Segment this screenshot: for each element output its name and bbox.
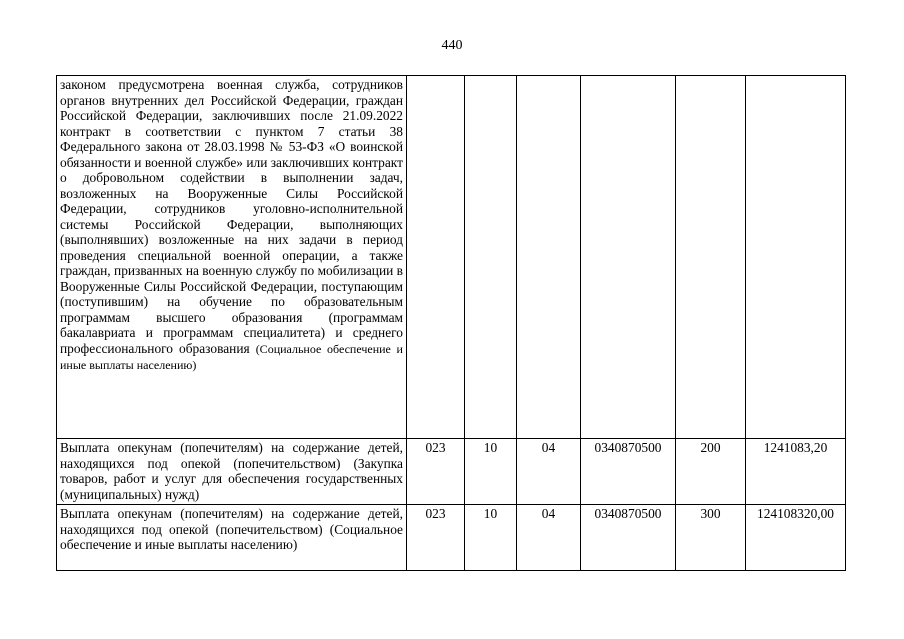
subsection-cell: 04 bbox=[517, 505, 581, 571]
table-row bbox=[57, 76, 846, 439]
row-description: законом предусмотрена военная служба, сотрудников органов внутренних дел Российской Федерации, граждан Российской Федерации, заключивших после 21.09.2022 контракт в соответствии с пунктом 7 статьи 38 Федерального закона от 28.03.1998 № 53-ФЗ «О воинской обязанности и военной службе» или заключивших контракт о добровольном содействии в выполнении задач, возложенных на Вооруженные Силы Российской Федерации, сотрудников уголовно-исполнительной системы Российской Федерации, выполняющих (выполнявших) возложенные на них задачи в период проведения специальной военной операции, а также граждан, призванных на военную службу по мобилизации в Вооруженные Силы Российской Федерации, поступающим (поступившим) на обучение по образовательным программам высшего образования (программам бакалавриата и программам специалитета) и среднего профессионального образования (Социальное обеспечение и иные выплаты населению) bbox=[57, 76, 407, 439]
expense-type-cell: 300 bbox=[676, 505, 746, 571]
subsection-cell: 04 bbox=[517, 439, 581, 505]
table-row bbox=[57, 505, 846, 571]
ministry-code-cell bbox=[407, 76, 465, 439]
target-article-cell: 0340870500 bbox=[581, 505, 676, 571]
row-description: Выплата опекунам (попечителям) на содержание детей, находящихся под опекой (попечительством) (Социальное обеспечение и иные выплаты населению) bbox=[57, 505, 407, 571]
target-article-cell: 0340870500 bbox=[581, 439, 676, 505]
amount-cell: 124108320,00 bbox=[746, 505, 846, 571]
amount-cell: 1241083,20 bbox=[746, 439, 846, 505]
page-number: 440 bbox=[441, 38, 463, 53]
section-cell: 10 bbox=[465, 505, 517, 571]
target-article-cell bbox=[581, 76, 676, 439]
table-row bbox=[57, 439, 846, 505]
row-description: Выплата опекунам (попечителям) на содержание детей, находящихся под опекой (попечительством) (Закупка товаров, работ и услуг для обеспечения государственных (муниципальных) нужд) bbox=[57, 439, 407, 505]
amount-cell bbox=[746, 76, 846, 439]
section-cell bbox=[465, 76, 517, 439]
expense-type-cell: 200 bbox=[676, 439, 746, 505]
ministry-code-cell: 023 bbox=[407, 505, 465, 571]
ministry-code-cell: 023 bbox=[407, 439, 465, 505]
subsection-cell bbox=[517, 76, 581, 439]
row-description-tail: (Социальное обеспечение и иные выплаты населению) bbox=[60, 341, 403, 372]
expense-type-cell bbox=[676, 76, 746, 439]
section-cell: 10 bbox=[465, 439, 517, 505]
budget-table bbox=[56, 75, 846, 571]
